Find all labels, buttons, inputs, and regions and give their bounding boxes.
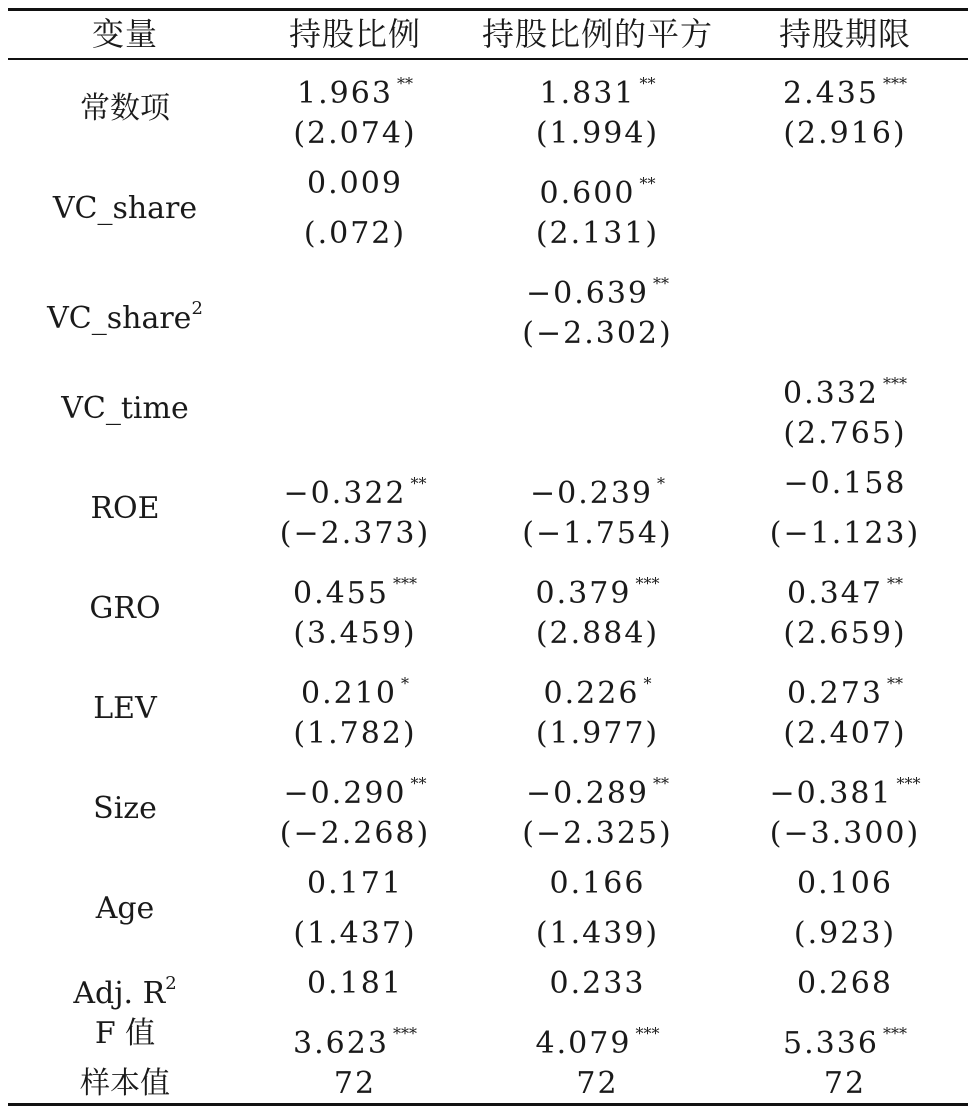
significance-stars: **	[653, 274, 670, 293]
variable-label	[10, 159, 240, 259]
stat-cell-value: 0.268	[797, 966, 893, 1001]
stat-cell	[720, 1009, 970, 1059]
t-stat-cell-value: (−3.300)	[769, 816, 921, 851]
coefficient-cell-value: 1.963	[297, 76, 393, 111]
variable-label-text: GRO	[89, 591, 161, 626]
coefficient-cell	[475, 459, 720, 509]
header-share-ratio: 持股比例	[288, 15, 421, 53]
t-stat-cell	[230, 909, 480, 959]
variable-label	[10, 259, 240, 359]
stat-cell-value: 4.079	[535, 1026, 632, 1061]
t-stat-cell	[230, 109, 480, 159]
variable-label-text: VC_share	[47, 301, 192, 336]
significance-stars: ***	[896, 774, 921, 793]
coefficient-cell-value: 0.273	[787, 676, 883, 711]
t-stat-cell-value: (2.659)	[783, 616, 907, 651]
t-stat-cell-value: (.072)	[303, 216, 407, 251]
coefficient-cell	[475, 559, 720, 609]
stat-cell-value: 72	[823, 1066, 867, 1101]
coefficient-cell	[230, 59, 480, 109]
t-stat-cell-value: (−2.325)	[522, 816, 673, 851]
coefficient-cell	[230, 659, 480, 709]
t-stat-cell-value: (1.437)	[293, 916, 417, 951]
t-stat-cell-value: (2.765)	[783, 416, 907, 451]
coefficient-cell-value: 0.166	[549, 866, 646, 901]
coefficient-cell	[230, 559, 480, 609]
t-stat-cell-value: (.923)	[793, 916, 897, 951]
t-stat-cell	[720, 509, 970, 559]
variable-label-text: LEV	[93, 691, 157, 726]
significance-stars: **	[396, 74, 413, 93]
significance-stars: *	[400, 674, 409, 693]
coefficient-cell	[720, 659, 970, 709]
variable-label	[10, 59, 240, 159]
t-stat-cell	[230, 609, 480, 659]
significance-stars: **	[886, 574, 903, 593]
variable-label-superscript: 2	[191, 298, 203, 319]
t-stat-cell	[475, 709, 720, 759]
variable-label	[10, 759, 240, 859]
variable-label-text: Size	[93, 791, 157, 826]
t-stat-cell	[230, 709, 480, 759]
coefficient-cell	[230, 859, 480, 909]
coefficient-cell-value: −0.381	[769, 776, 893, 811]
coefficient-cell	[230, 759, 480, 809]
coefficient-cell	[720, 759, 970, 809]
t-stat-cell	[720, 709, 970, 759]
t-stat-cell	[230, 209, 480, 259]
stat-label	[10, 1009, 240, 1059]
stat-cell-value: 3.623	[293, 1026, 389, 1061]
t-stat-cell-value: (1.782)	[293, 716, 417, 751]
stat-label-text: Adj. R	[73, 976, 166, 1011]
coefficient-cell-value: 0.171	[307, 866, 403, 901]
t-stat-cell-value: (−2.302)	[522, 316, 673, 351]
t-stat-cell	[475, 209, 720, 259]
coefficient-cell-value: 1.831	[539, 76, 636, 111]
coefficient-cell-value: −0.322	[283, 476, 407, 511]
stat-cell-value: 5.336	[783, 1026, 879, 1061]
stat-cell	[230, 959, 480, 1009]
significance-stars: **	[639, 74, 656, 93]
stat-cell-value: 0.181	[307, 966, 403, 1001]
t-stat-cell-value: (1.994)	[535, 116, 660, 151]
t-stat-cell	[230, 509, 480, 559]
coefficient-cell	[720, 59, 970, 109]
coefficient-cell	[720, 859, 970, 909]
significance-stars: **	[410, 474, 427, 493]
stat-cell	[475, 959, 720, 1009]
coefficient-cell-value: 0.009	[307, 166, 403, 201]
t-stat-cell	[720, 409, 970, 459]
variable-label	[10, 659, 240, 759]
t-stat-cell-value: (2.407)	[783, 716, 907, 751]
t-stat-cell-value: (2.131)	[535, 216, 660, 251]
stat-label-text: 样本值	[80, 1066, 170, 1101]
stat-cell-value: 72	[333, 1066, 377, 1101]
coefficient-cell-value: 0.600	[539, 176, 636, 211]
stat-cell	[230, 1009, 480, 1059]
significance-stars: *	[657, 474, 666, 493]
coefficient-cell	[230, 159, 480, 209]
t-stat-cell	[475, 909, 720, 959]
coefficient-cell-value: 0.332	[783, 376, 879, 411]
coefficient-cell-value: −0.290	[283, 776, 407, 811]
t-stat-cell-value: (−2.373)	[279, 516, 431, 551]
header-variable: 变量	[91, 15, 158, 53]
stat-cell	[230, 1059, 480, 1109]
coefficient-cell	[475, 259, 720, 309]
stat-label-superscript: 2	[165, 973, 177, 994]
t-stat-cell	[475, 509, 720, 559]
coefficient-cell	[230, 459, 480, 509]
variable-label-text: 常数项	[80, 91, 170, 126]
t-stat-cell-value: (1.977)	[535, 716, 660, 751]
coefficient-cell	[720, 359, 970, 409]
stat-cell	[720, 959, 970, 1009]
coefficient-cell-value: −0.239	[529, 476, 654, 511]
coefficient-cell-value: −0.289	[525, 776, 650, 811]
stat-cell-value: 72	[576, 1066, 619, 1101]
bottom-rule	[8, 1103, 968, 1106]
significance-stars: **	[410, 774, 427, 793]
t-stat-cell	[720, 609, 970, 659]
coefficient-cell-value: 0.455	[293, 576, 389, 611]
variable-label-text: VC_time	[61, 391, 189, 426]
significance-stars: ***	[392, 1024, 417, 1043]
coefficient-cell-value: 0.379	[535, 576, 632, 611]
variable-label	[10, 859, 240, 959]
stat-cell	[475, 1009, 720, 1059]
stat-cell-value: 0.233	[549, 966, 646, 1001]
significance-stars: ***	[635, 1024, 660, 1043]
significance-stars: ***	[635, 574, 660, 593]
coefficient-cell-value: 0.226	[543, 676, 640, 711]
t-stat-cell	[720, 909, 970, 959]
t-stat-cell	[475, 109, 720, 159]
t-stat-cell	[230, 809, 480, 859]
header-share-ratio-squared: 持股比例的平方	[481, 15, 713, 53]
coefficient-cell-value: 0.210	[301, 676, 397, 711]
significance-stars: ***	[882, 374, 907, 393]
stat-cell	[720, 1059, 970, 1109]
t-stat-cell	[475, 309, 720, 359]
t-stat-cell	[720, 109, 970, 159]
coefficient-cell-value: 0.106	[797, 866, 893, 901]
variable-label	[10, 459, 240, 559]
coefficient-cell-value: −0.158	[783, 466, 907, 501]
significance-stars: **	[653, 774, 670, 793]
significance-stars: ***	[392, 574, 417, 593]
t-stat-cell-value: (2.074)	[293, 116, 417, 151]
t-stat-cell-value: (−1.123)	[769, 516, 921, 551]
variable-label-text: VC_share	[52, 191, 198, 226]
significance-stars: *	[643, 674, 652, 693]
coefficient-cell	[475, 159, 720, 209]
significance-stars: **	[886, 674, 903, 693]
header-holding-period: 持股期限	[778, 15, 911, 53]
t-stat-cell-value: (−2.268)	[279, 816, 431, 851]
stat-label	[10, 959, 240, 1009]
header-row	[0, 9, 976, 59]
significance-stars: ***	[882, 1024, 907, 1043]
coefficient-cell	[475, 659, 720, 709]
variable-label	[10, 559, 240, 659]
t-stat-cell-value: (1.439)	[535, 916, 660, 951]
coefficient-cell	[475, 59, 720, 109]
t-stat-cell-value: (2.884)	[535, 616, 660, 651]
stat-label-text: F 值	[94, 1016, 156, 1051]
stat-label	[10, 1059, 240, 1109]
variable-label	[10, 359, 240, 459]
variable-label-text: Age	[95, 891, 155, 926]
coefficient-cell	[475, 759, 720, 809]
coefficient-cell	[475, 859, 720, 909]
coefficient-cell	[720, 559, 970, 609]
coefficient-cell-value: −0.639	[525, 276, 650, 311]
t-stat-cell	[475, 809, 720, 859]
t-stat-cell	[475, 609, 720, 659]
t-stat-cell-value: (2.916)	[783, 116, 907, 151]
t-stat-cell-value: (−1.754)	[522, 516, 673, 551]
significance-stars: **	[639, 174, 656, 193]
stat-cell	[475, 1059, 720, 1109]
coefficient-cell-value: 0.347	[787, 576, 883, 611]
coefficient-cell-value: 2.435	[783, 76, 879, 111]
significance-stars: ***	[882, 74, 907, 93]
t-stat-cell	[720, 809, 970, 859]
t-stat-cell-value: (3.459)	[293, 616, 417, 651]
variable-label-text: ROE	[90, 491, 160, 526]
coefficient-cell	[720, 459, 970, 509]
